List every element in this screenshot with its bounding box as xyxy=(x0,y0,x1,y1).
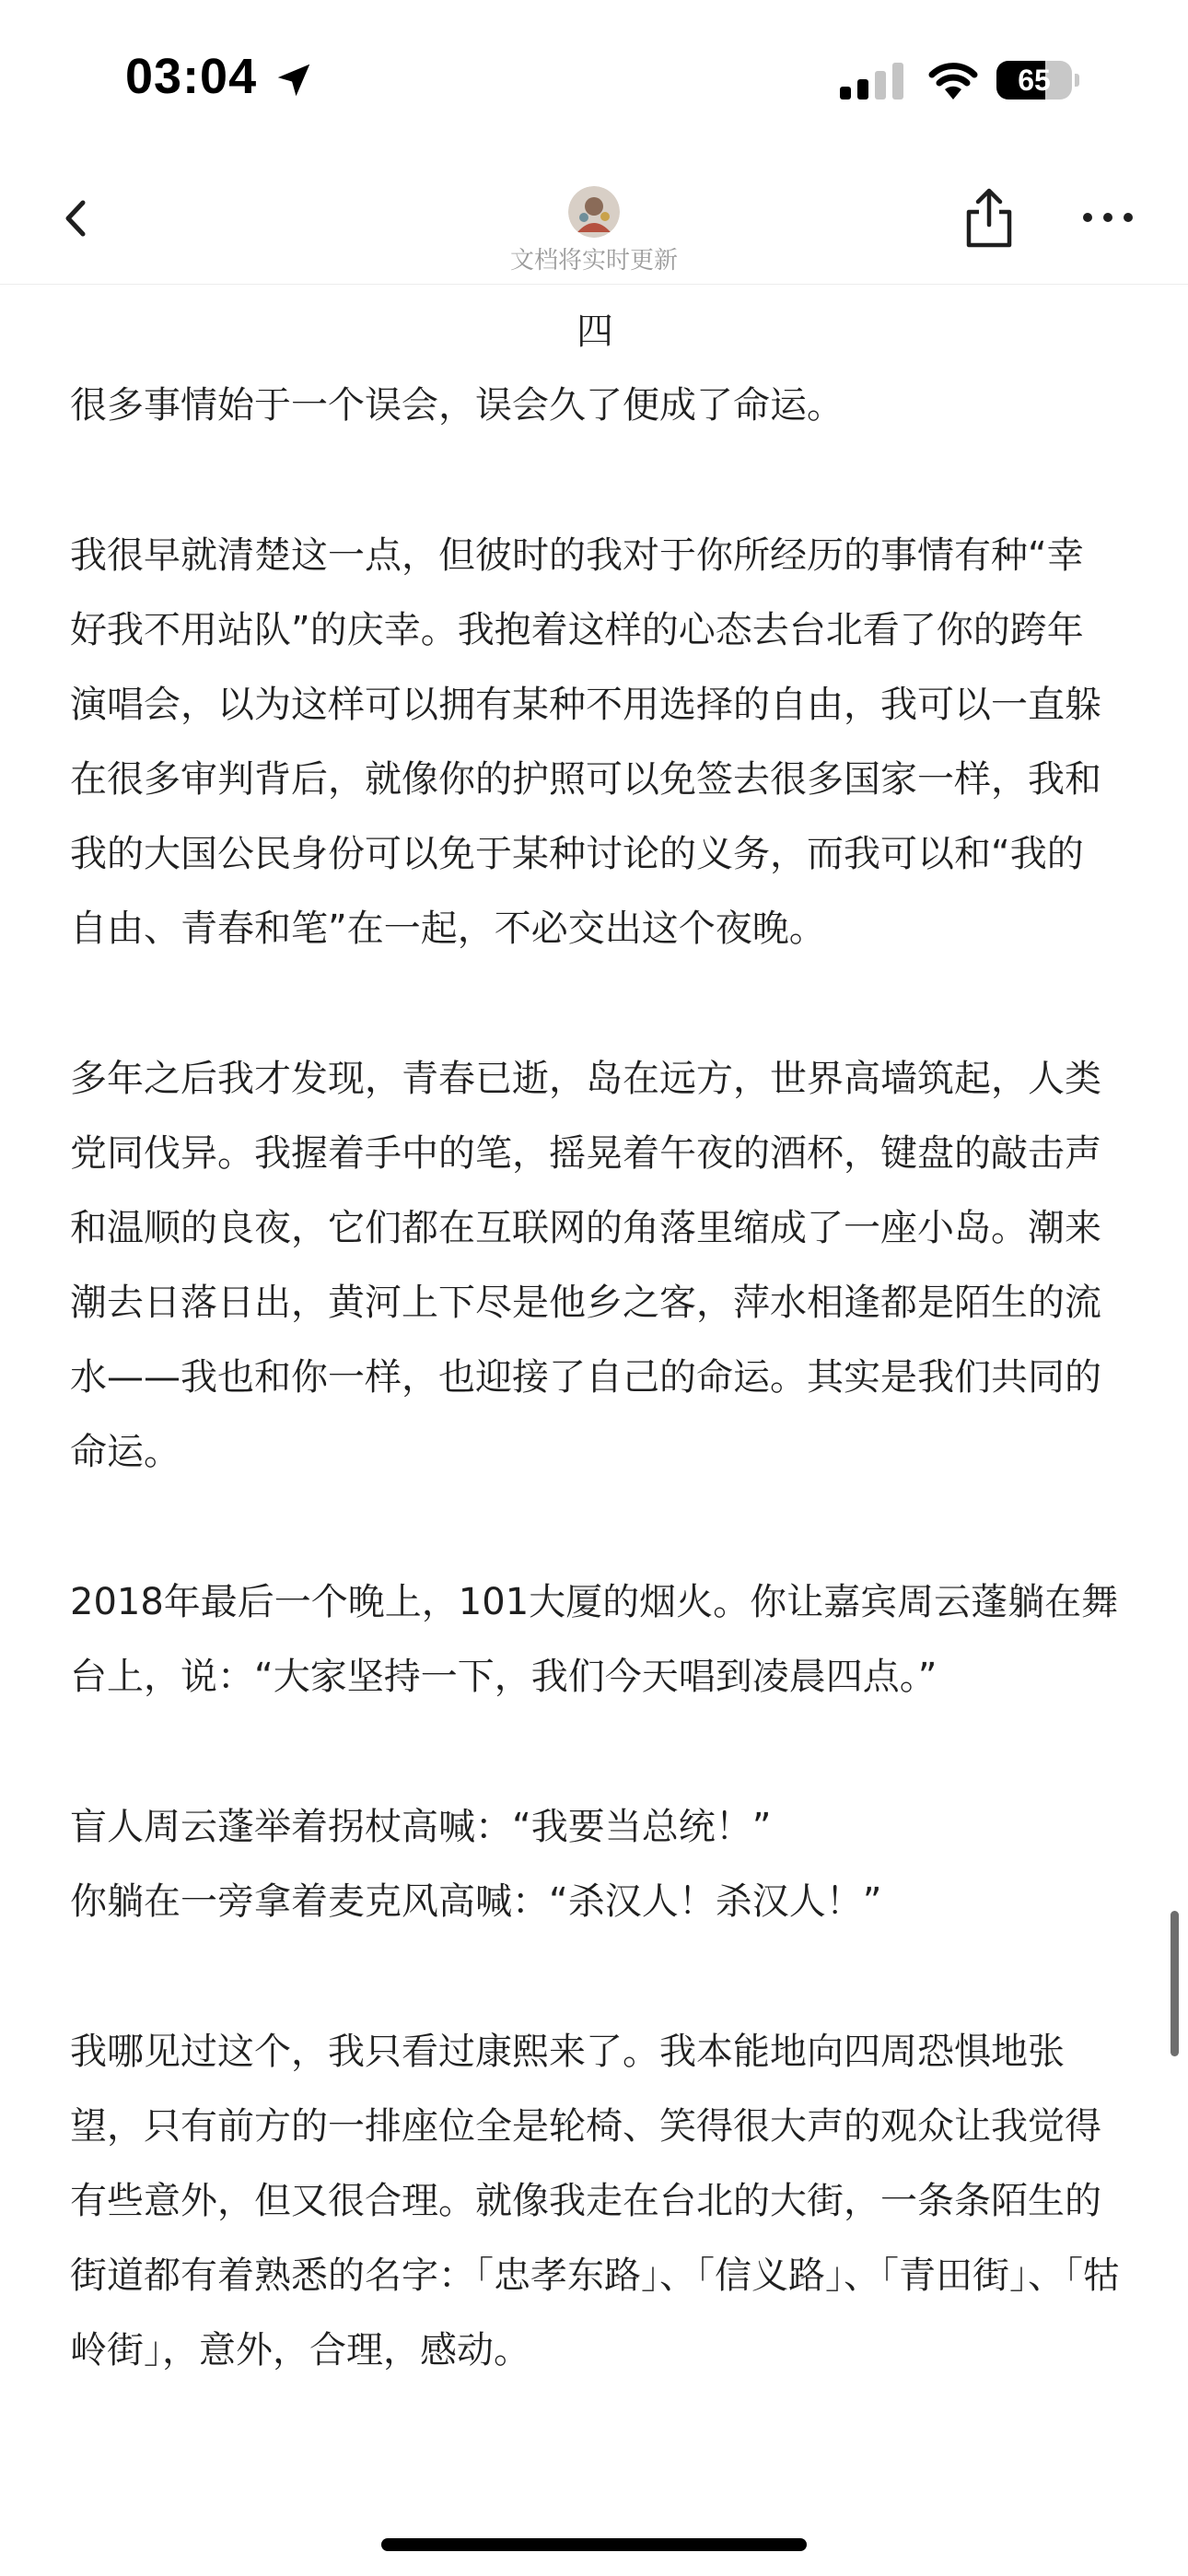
battery-icon xyxy=(996,61,1079,100)
paragraph: 你躺在一旁拿着麦克风高喊：“杀汉人！杀汉人！” xyxy=(70,1880,882,1923)
scroll-indicator[interactable] xyxy=(1171,1911,1179,2056)
share-icon[interactable] xyxy=(961,186,1017,251)
paragraph: 盲人周云蓬举着拐杖高喊：“我要当总统！” xyxy=(70,1806,772,1848)
paragraph: 很多事情始于一个误会，误会久了便成了命运。 xyxy=(70,384,844,427)
paragraph: 2018年最后一个晚上，101大厦的烟火。你让嘉宾周云蓬躺在舞台上，说：“大家坚持一下，我们今天唱到凌晨四点。” xyxy=(70,1581,1119,1698)
more-dots-icon[interactable] xyxy=(1079,199,1136,236)
paragraph: 多年之后我才发现，青春已逝，岛在远方，世界高墙筑起，人类党同伐异。我握着手中的笔，摇晃着午夜的酒杯，键盘的敲击声和温顺的良夜，它们都在互联网的角落里缩成了一座小岛。潮来潮去日落日出，黄河上下尽是他乡之客，萍水相逢都是陌生的流水——我也和你一样，也迎接了自己的命运。其实是我们共同的命运。 xyxy=(70,1058,1101,1473)
status-bar xyxy=(0,0,1188,157)
avatar[interactable] xyxy=(568,186,620,238)
battery-cap xyxy=(1075,74,1079,87)
location-arrow-icon xyxy=(273,59,315,101)
battery-body xyxy=(996,61,1072,100)
paragraph: 我很早就清楚这一点，但彼时的我对于你所经历的事情有种“幸好我不用站队”的庆幸。我抱着这样的心态去台北看了你的跨年演唱会，以为这样可以拥有某种不用选择的自由，我可以一直躲在很多审判背后，就像你的护照可以免签去很多国家一样，我和我的大国公民身份可以免于某种讨论的义务，而我可以和“我的自由、青春和笔”在一起，不必交出这个夜晚。 xyxy=(70,534,1101,950)
nav-bar xyxy=(0,157,1188,285)
battery-level-label: 65 xyxy=(1018,64,1051,97)
wifi-icon xyxy=(925,57,982,100)
nav-subtitle: 文档将实时更新 xyxy=(509,247,678,275)
document-body xyxy=(70,295,1120,2464)
paragraph: 我哪见过这个，我只看过康熙来了。我本能地向四周恐惧地张望，只有前方的一排座位全是轮椅、笑得很大声的观众让我觉得有些意外，但又很合理。就像我走在台北的大街，一条条陌生的街道都有着熟悉的名字：「忠孝东路」、「信义路」、「青田街」、「牯岭街」，意外，合理，感动。 xyxy=(70,2031,1120,2371)
back-chevron-icon[interactable] xyxy=(48,190,105,247)
section-heading: 四 xyxy=(577,310,613,353)
status-time: 03:04 xyxy=(125,49,258,104)
cellular-signal-icon xyxy=(840,63,904,100)
home-indicator[interactable] xyxy=(381,2538,807,2551)
